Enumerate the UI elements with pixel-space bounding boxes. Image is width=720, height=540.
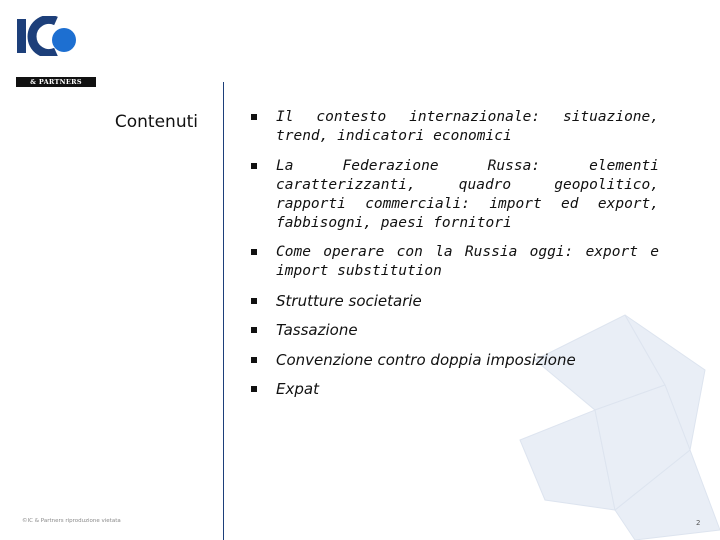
topic-text: Expat (276, 380, 319, 398)
topic-text: Convenzione contro doppia imposizione (276, 350, 576, 369)
logo-subtitle: & PARTNERS (16, 77, 96, 87)
topic-text: Il contesto internazionale: situazione, trend, indicatori economici (276, 109, 659, 144)
list-item (251, 351, 659, 370)
list-item (251, 380, 659, 399)
topic-text: Tassazione (276, 321, 358, 339)
square-bullet-icon (251, 357, 257, 363)
square-bullet-icon (251, 114, 257, 120)
square-bullet-icon (251, 298, 257, 304)
topic-text: La Federazione Russa: elementi caratterizzanti, quadro geopolitico, rapporti commerciali: import ed export, fabbisogni, paesi fornitori (276, 157, 659, 231)
logo-mark-icon (14, 16, 86, 56)
list-item (251, 243, 659, 281)
list-item (251, 108, 659, 146)
list-item (251, 321, 659, 340)
section-title: Contenuti (114, 112, 198, 132)
square-bullet-icon (251, 163, 257, 169)
list-item (251, 157, 659, 233)
company-logo (14, 16, 86, 86)
square-bullet-icon (251, 249, 257, 255)
topic-text: Strutture societarie (276, 291, 422, 310)
square-bullet-icon (251, 327, 257, 333)
page-number: 2 (696, 519, 701, 527)
vertical-divider (223, 82, 224, 540)
list-item (251, 292, 659, 311)
topics-list (251, 108, 659, 410)
topic-text: Come operare con la Russia oggi: export e import substitution (276, 244, 659, 279)
footer-copyright: ©IC & Partners riproduzione vietata (22, 518, 121, 524)
square-bullet-icon (251, 386, 257, 392)
